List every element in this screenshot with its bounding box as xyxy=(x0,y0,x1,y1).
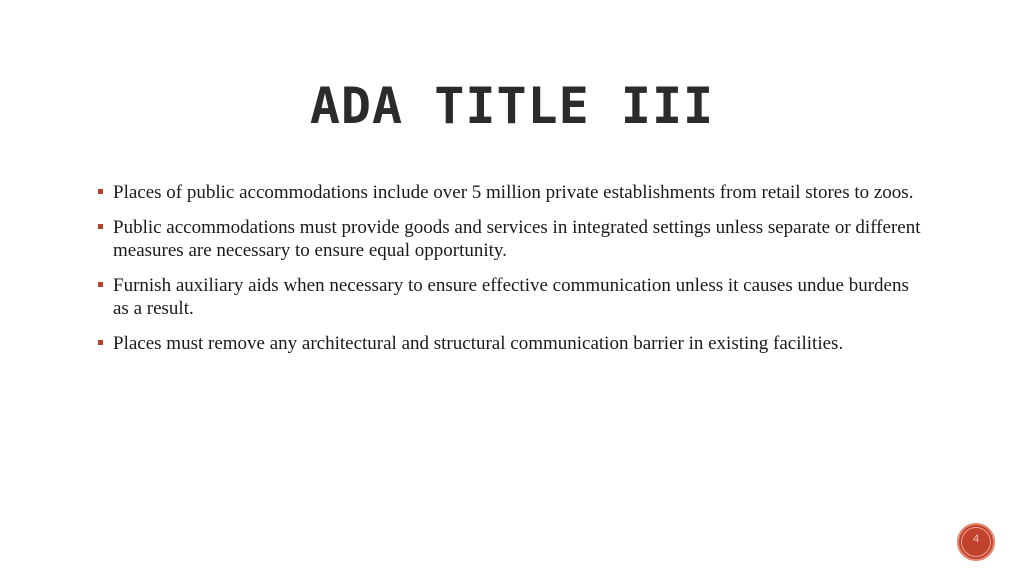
bullet-text: Furnish auxiliary aids when necessary to ensure effective communication unless it causes undue burdens as a result. xyxy=(113,275,909,319)
square-bullet-icon xyxy=(98,224,103,229)
bullet-item xyxy=(98,332,928,355)
page-number: 4 xyxy=(972,533,980,545)
slide-number-badge[interactable] xyxy=(957,523,995,561)
bullet-item xyxy=(98,274,928,320)
bullet-text: Places must remove any architectural and structural communication barrier in existing facilities. xyxy=(113,333,844,354)
bullet-item xyxy=(98,181,928,204)
bullet-text: Public accommodations must provide goods and services in integrated settings unless separate or different measures are necessary to ensure equal opportunity. xyxy=(113,217,921,261)
bullet-item xyxy=(98,216,928,262)
square-bullet-icon xyxy=(98,282,103,287)
bullet-list xyxy=(98,181,928,367)
bullet-text: Places of public accommodations include over 5 million private establishments from retail stores to zoos. xyxy=(113,182,914,203)
square-bullet-icon xyxy=(98,189,103,194)
slide-title: ADA TITLE III xyxy=(309,77,715,135)
square-bullet-icon xyxy=(98,340,103,345)
